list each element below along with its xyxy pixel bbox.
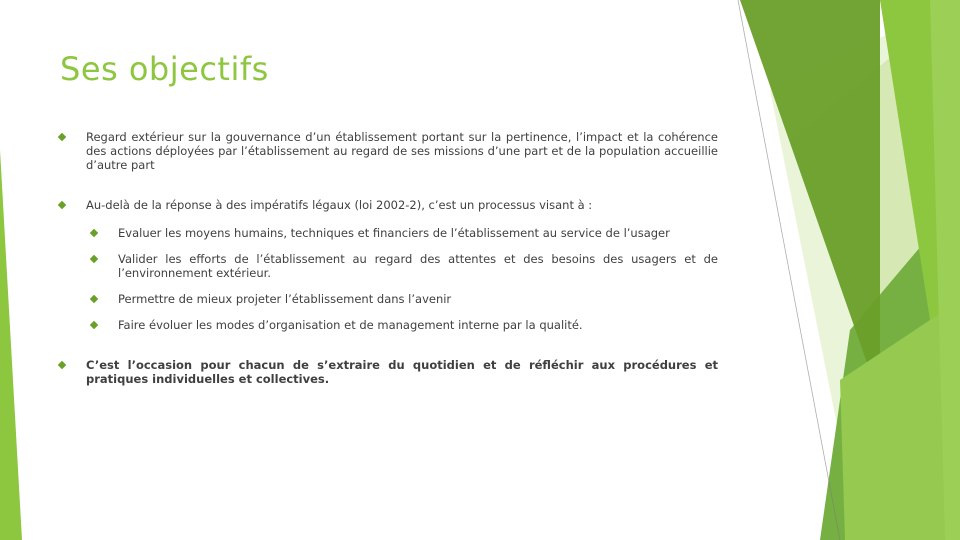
sub-list-item-text: Faire évoluer les modes d’organisation et de management interne par la qualité. <box>118 318 583 332</box>
diamond-bullet-icon <box>90 321 98 329</box>
list-item-text: C’est l’occasion pour chacun de s’extraire du quotidien et de réfléchir aux procédures et pratiques individuelles et collectives. <box>86 358 718 386</box>
diamond-bullet-icon <box>90 255 98 263</box>
left-green-triangle <box>0 150 22 540</box>
diamond-bullet-icon <box>58 361 66 369</box>
diamond-bullet-icon <box>58 133 66 141</box>
sub-list-item-text: Valider les efforts de l’établissement au regard des attentes et des besoins des usagers et de l’environnement extérieur. <box>118 252 718 280</box>
sub-list-item <box>88 252 718 280</box>
list-item-text: Regard extérieur sur la gouvernance d’un établissement portant sur la pertinence, l’impact et la cohérence des actions déployées par l’établissement au regard de ses missions d’une part et de la population accueillie d’autre part <box>86 130 718 172</box>
diamond-bullet-icon <box>90 229 98 237</box>
diamond-bullet-icon <box>58 201 66 209</box>
sub-list-item <box>88 226 718 240</box>
sub-list-item-text: Evaluer les moyens humains, techniques et financiers de l’établissement au service de l’usager <box>118 226 670 240</box>
sub-list-item-text: Permettre de mieux projeter l’établissement dans l’avenir <box>118 292 452 306</box>
right-dark-facet <box>740 0 880 400</box>
list-item-text: Au-delà de la réponse à des impératifs légaux (loi 2002-2), c’est un processus visant à : <box>86 198 593 212</box>
sub-list-item <box>88 318 718 332</box>
sub-list-item <box>88 292 718 306</box>
list-item <box>56 198 718 212</box>
slide-title: Ses objectifs <box>60 50 269 88</box>
diamond-bullet-icon <box>90 295 98 303</box>
bullet-list <box>56 130 718 412</box>
list-item <box>56 130 718 172</box>
sub-bullet-list <box>56 226 718 332</box>
list-item <box>56 358 718 386</box>
